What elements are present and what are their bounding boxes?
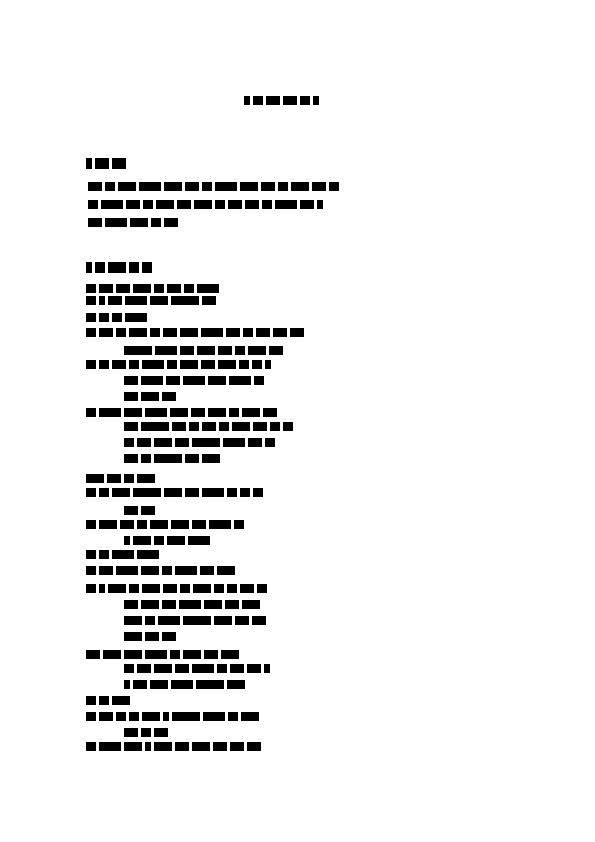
list-item [86,550,162,559]
section-1-heading [86,158,129,169]
section-1-paragraph-line [88,182,508,191]
list-item [86,696,133,705]
section-1-paragraph-line [88,200,508,209]
list-item [86,474,158,483]
list-item [86,360,274,369]
list-item-continuation [124,376,267,385]
list-item [86,520,247,529]
list-item [86,296,219,305]
list-item-continuation [124,664,273,673]
list-item [86,284,222,293]
list-item [86,313,150,322]
list-item [86,566,238,575]
list-item-continuation [124,600,263,609]
list-item-continuation [124,506,158,515]
list-item-continuation [124,728,171,737]
list-item-continuation [124,346,286,355]
section-1-paragraph-line [88,218,278,227]
list-item-continuation [124,454,223,463]
document-title [244,96,364,105]
list-item [86,742,264,751]
list-item-continuation [124,536,213,545]
list-item [86,712,262,721]
section-2-heading [86,262,155,273]
list-item-continuation [124,616,269,625]
list-item [86,488,266,497]
list-item [86,650,242,659]
list-item [86,584,270,593]
list-item [86,328,307,337]
list-item-continuation [124,392,179,401]
list-item-continuation [124,422,296,431]
list-item-continuation [124,632,179,641]
list-item [86,408,280,417]
list-item-continuation [124,438,278,447]
list-item-continuation [124,680,248,689]
